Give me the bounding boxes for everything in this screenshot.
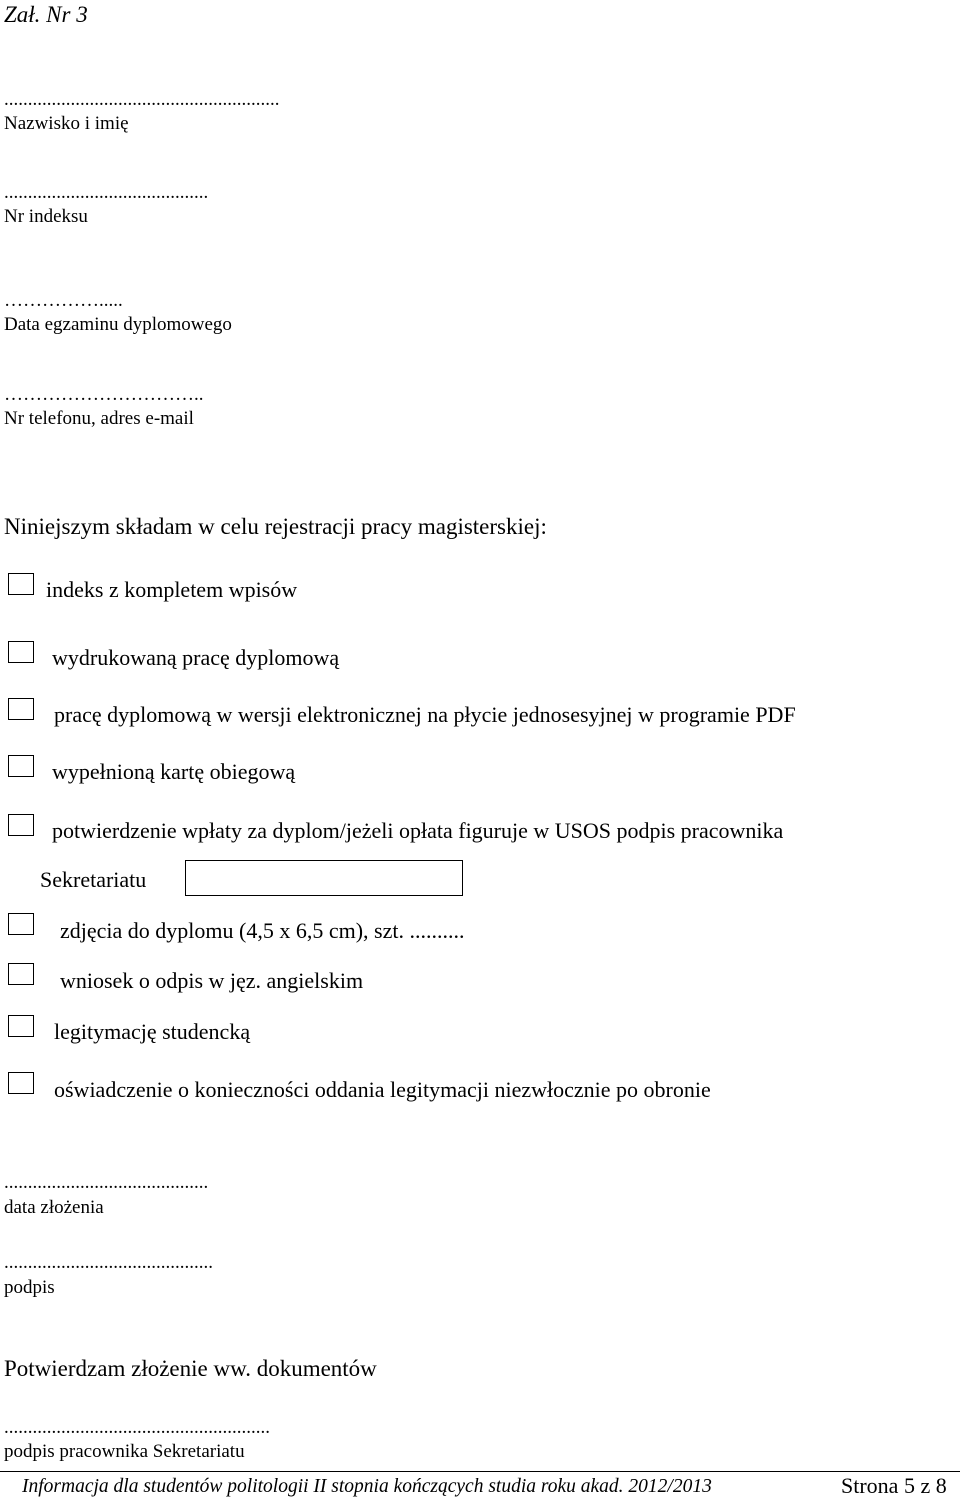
name-field-dots[interactable]: .......................................................... (4, 89, 280, 110)
checklist-item-label: oświadczenie o konieczności oddania legitymacji niezwłocznie po obronie (54, 1077, 711, 1102)
checklist-item-label: wniosek o odpis w jęz. angielskim (60, 968, 364, 993)
checklist-item-label: pracę dyplomową w wersji elektronicznej na płycie jednosesyjnej w programie PDF (54, 702, 796, 727)
checklist-item-label: potwierdzenie wpłaty za dyplom/jeżeli opłata figuruje w USOS podpis pracownika (52, 818, 784, 843)
intro-text: Niniejszym składam w celu rejestracji pracy magisterskiej: (4, 514, 547, 539)
checkbox-payment-confirmation[interactable] (8, 814, 34, 836)
checkbox-english-copy[interactable] (8, 963, 34, 985)
exam-date-field-dots[interactable]: ……………..... (4, 290, 123, 311)
submission-date-label: data złożenia (4, 1197, 104, 1218)
checklist-item-label: indeks z kompletem wpisów (46, 577, 298, 602)
secretariat-signature-dots[interactable]: ........................................................ (4, 1417, 270, 1438)
checkbox-student-id-declaration[interactable] (8, 1072, 34, 1094)
secretariat-label: Sekretariatu (40, 867, 147, 892)
checklist-item-label: wydrukowaną pracę dyplomową (52, 645, 340, 670)
checkbox-student-id[interactable] (8, 1015, 34, 1037)
checkbox-printed-thesis[interactable] (8, 641, 34, 663)
checkbox-electronic-thesis[interactable] (8, 698, 34, 720)
page-number: Strona 5 z 8 (841, 1473, 947, 1498)
name-field-label: Nazwisko i imię (4, 113, 129, 134)
signature-label: podpis (4, 1277, 55, 1298)
index-field-label: Nr indeksu (4, 206, 88, 227)
exam-date-field-label: Data egzaminu dyplomowego (4, 314, 232, 335)
checkbox-index[interactable] (8, 573, 34, 595)
submission-date-dots[interactable]: ........................................... (4, 1172, 209, 1193)
contact-field-label: Nr telefonu, adres e-mail (4, 408, 194, 429)
attachment-number: Zał. Nr 3 (4, 2, 88, 27)
checklist-item-label: zdjęcia do dyplomu (4,5 x 6,5 cm), szt. .......... (60, 918, 465, 943)
checkbox-clearance-card[interactable] (8, 755, 34, 777)
checkbox-photos[interactable] (8, 913, 34, 935)
secretariat-signature-box[interactable] (185, 860, 463, 896)
footer-divider (0, 1471, 960, 1472)
checklist-item-label: wypełnioną kartę obiegową (52, 759, 296, 784)
secretariat-signature-label: podpis pracownika Sekretariatu (4, 1441, 245, 1462)
signature-dots[interactable]: ............................................ (4, 1252, 213, 1273)
contact-field-dots[interactable]: ………………………….. (4, 384, 204, 405)
footer-info: Informacja dla studentów politologii II stopnia kończących studia roku akad. 2012/2013 (22, 1476, 712, 1497)
checklist-item-label: legitymację studencką (54, 1019, 251, 1044)
index-field-dots[interactable]: ........................................... (4, 182, 209, 203)
confirmation-text: Potwierdzam złożenie ww. dokumentów (4, 1356, 377, 1381)
